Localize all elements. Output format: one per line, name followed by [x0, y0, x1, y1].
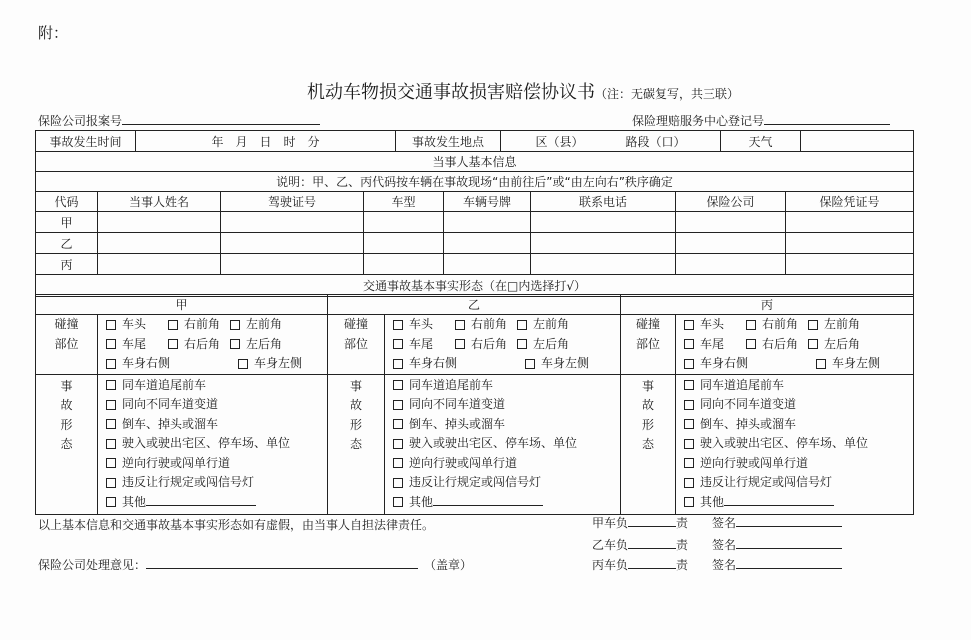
accident-option[interactable] — [98, 493, 327, 513]
label-line: 态 — [350, 437, 363, 451]
party-cell[interactable] — [786, 212, 914, 233]
option-label: 车身左侧 — [254, 356, 303, 370]
report-number-label: 保险公司报案号 — [38, 114, 123, 128]
checkbox[interactable] — [517, 339, 527, 349]
option-label: 左前角 — [246, 317, 283, 331]
label-line: 故 — [60, 398, 73, 412]
collision-option[interactable] — [393, 335, 455, 355]
option-label: 右后角 — [184, 336, 221, 351]
accident-type-options — [385, 374, 621, 514]
checkbox[interactable] — [106, 439, 116, 449]
checkbox[interactable] — [746, 320, 756, 330]
option-label: 同向不同车道变道 — [122, 397, 219, 411]
accident-option[interactable] — [98, 415, 327, 435]
column-header: 驾驶证号 — [221, 192, 364, 212]
party-cell[interactable] — [676, 233, 786, 254]
accident-type-label — [328, 374, 385, 514]
option-label: 右前角 — [184, 317, 221, 331]
liability-unit: 责 — [676, 516, 689, 530]
facts-table — [35, 294, 914, 515]
accident-option[interactable] — [385, 493, 620, 513]
collision-option[interactable] — [455, 315, 517, 335]
option-label: 车身左侧 — [832, 356, 881, 370]
option-label: 驶入或驶出宅区、停车场、单位 — [700, 436, 869, 450]
seal-label: （盖章） — [430, 558, 473, 572]
road-label: 路段（口） — [625, 134, 686, 149]
collision-option[interactable] — [816, 354, 881, 374]
collision-option[interactable] — [230, 315, 292, 335]
party-info-table — [35, 151, 914, 297]
collision-option[interactable] — [106, 354, 238, 374]
accident-header-table — [35, 130, 914, 152]
checkbox[interactable] — [393, 320, 403, 330]
checkbox[interactable] — [455, 339, 465, 349]
collision-option[interactable] — [393, 354, 525, 374]
collision-option[interactable] — [808, 315, 870, 335]
collision-option[interactable] — [393, 315, 455, 335]
option-label: 逆向行驶或闯单行道 — [700, 455, 809, 470]
label-line: 碰撞 — [636, 317, 661, 331]
annex-label: 附： — [38, 24, 69, 42]
accident-type-label — [36, 374, 98, 514]
checkbox[interactable] — [525, 359, 535, 369]
party-a-header: 甲 — [36, 295, 328, 315]
accident-option[interactable] — [98, 376, 327, 396]
party-cell[interactable] — [531, 233, 676, 254]
code-note: 说明：甲、乙、丙代码按车辆在事故现场“由前往后”或“由左向右”秩序确定 — [36, 172, 914, 192]
accident-option[interactable] — [676, 395, 913, 415]
checkbox[interactable] — [393, 478, 403, 488]
collision-option[interactable] — [525, 354, 590, 374]
checkbox[interactable] — [106, 339, 116, 349]
collision-label — [328, 315, 385, 375]
checkbox[interactable] — [684, 458, 694, 468]
collision-option[interactable] — [106, 335, 168, 355]
option-label: 其他 — [409, 494, 434, 509]
liability-row[interactable] — [592, 536, 842, 553]
party-cell[interactable] — [98, 212, 221, 233]
checkbox[interactable] — [106, 359, 116, 369]
collision-option[interactable] — [168, 335, 230, 355]
document-title — [307, 78, 739, 104]
option-label: 车身右侧 — [409, 356, 458, 370]
accident-option[interactable] — [98, 473, 327, 493]
option-label: 同车道追尾前车 — [700, 377, 785, 392]
collision-option[interactable] — [106, 315, 168, 335]
checkbox[interactable] — [684, 478, 694, 488]
checkbox[interactable] — [684, 320, 694, 330]
option-label: 右前角 — [762, 317, 799, 331]
party-row — [36, 212, 914, 233]
option-label: 车身右侧 — [700, 356, 749, 370]
signature-label: 签名 — [712, 538, 737, 552]
liability-row[interactable] — [592, 514, 842, 531]
party-cell[interactable] — [676, 254, 786, 275]
label-line: 态 — [642, 437, 655, 451]
accident-option[interactable] — [385, 454, 620, 474]
option-label: 左后角 — [246, 336, 283, 351]
accident-option[interactable] — [676, 473, 913, 493]
signature-label: 签名 — [712, 516, 737, 530]
collision-option[interactable] — [746, 315, 808, 335]
checkbox[interactable] — [684, 359, 694, 369]
collision-options — [98, 315, 328, 375]
party-cell[interactable] — [221, 254, 364, 275]
option-label: 右前角 — [471, 317, 508, 331]
accident-option[interactable] — [385, 395, 620, 415]
party-code: 丙 — [36, 254, 98, 275]
liability-unit: 责 — [676, 538, 689, 552]
party-cell[interactable] — [531, 212, 676, 233]
accident-option[interactable] — [676, 415, 913, 435]
checkbox[interactable] — [238, 359, 248, 369]
option-label: 其他 — [122, 494, 147, 509]
checkbox[interactable] — [393, 400, 403, 410]
option-label: 违反让行规定或闯信号灯 — [700, 475, 833, 489]
report-number-field[interactable] — [38, 112, 320, 129]
option-label: 倒车、掉头或溜车 — [700, 416, 797, 431]
collision-option[interactable] — [684, 335, 746, 355]
collision-option[interactable] — [517, 335, 579, 355]
option-label: 倒车、掉头或溜车 — [122, 416, 219, 431]
label-line: 形 — [350, 417, 363, 432]
accident-option[interactable] — [98, 434, 327, 454]
label-line: 态 — [60, 437, 73, 451]
column-header: 车辆号牌 — [444, 192, 531, 212]
car-label: 乙车负 — [592, 538, 629, 552]
collision-options — [676, 315, 914, 375]
checkbox[interactable] — [684, 439, 694, 449]
label-line: 故 — [642, 398, 655, 412]
facts-title: 交通事故基本事实形态（在□内选择打√） — [36, 275, 914, 297]
party-row — [36, 233, 914, 254]
title-text: 机动车物损交通事故损害赔偿协议书 — [307, 82, 595, 103]
checkbox[interactable] — [106, 400, 116, 410]
checkbox[interactable] — [684, 400, 694, 410]
checkbox[interactable] — [106, 458, 116, 468]
checkbox[interactable] — [230, 320, 240, 330]
checkbox[interactable] — [106, 380, 116, 390]
column-header: 联系电话 — [531, 192, 676, 212]
signature-label: 签名 — [712, 558, 737, 572]
checkbox[interactable] — [393, 359, 403, 369]
basic-info-title: 当事人基本信息 — [36, 152, 914, 172]
checkbox[interactable] — [106, 419, 116, 429]
option-label: 车身右侧 — [122, 356, 171, 370]
collision-option[interactable] — [684, 315, 746, 335]
label-line: 形 — [60, 417, 73, 432]
option-label: 同车道追尾前车 — [122, 377, 207, 392]
accident-option[interactable] — [676, 493, 913, 513]
party-cell[interactable] — [786, 254, 914, 275]
party-cell[interactable] — [444, 233, 531, 254]
checkbox[interactable] — [808, 320, 818, 330]
checkbox[interactable] — [517, 320, 527, 330]
party-cell[interactable] — [444, 254, 531, 275]
accident-option[interactable] — [676, 434, 913, 454]
collision-option[interactable] — [684, 354, 816, 374]
place-label: 事故发生地点 — [396, 131, 501, 152]
accident-option[interactable] — [385, 415, 620, 435]
checkbox[interactable] — [393, 458, 403, 468]
collision-option[interactable] — [746, 335, 808, 355]
checkbox[interactable] — [106, 320, 116, 330]
checkbox[interactable] — [168, 320, 178, 330]
collision-option[interactable] — [230, 335, 292, 355]
collision-option[interactable] — [808, 335, 870, 355]
collision-option[interactable] — [455, 335, 517, 355]
insurer-opinion-label: 保险公司处理意见： — [38, 558, 147, 572]
party-cell[interactable] — [98, 254, 221, 275]
label-line: 碰撞 — [344, 317, 369, 331]
car-label: 甲车负 — [592, 516, 629, 530]
collision-option[interactable] — [517, 315, 579, 335]
checkbox[interactable] — [684, 497, 694, 507]
option-label: 车头 — [409, 317, 434, 331]
party-cell[interactable] — [444, 212, 531, 233]
option-label: 左前角 — [533, 317, 570, 331]
collision-options — [385, 315, 621, 375]
checkbox[interactable] — [746, 339, 756, 349]
center-registration-field[interactable] — [632, 112, 890, 129]
center-registration-label: 保险理赔服务中心登记号 — [632, 114, 765, 128]
checkbox[interactable] — [393, 339, 403, 349]
column-header: 保险公司 — [676, 192, 786, 212]
label-line: 事 — [350, 378, 363, 393]
option-label: 驶入或驶出宅区、停车场、单位 — [122, 436, 291, 450]
option-label: 同车道追尾前车 — [409, 377, 494, 392]
checkbox[interactable] — [230, 339, 240, 349]
car-label: 丙车负 — [592, 558, 629, 572]
liability-row[interactable] — [592, 556, 842, 573]
option-label: 倒车、掉头或溜车 — [409, 416, 506, 431]
party-row — [36, 254, 914, 275]
option-label: 同向不同车道变道 — [409, 397, 506, 411]
accident-option[interactable] — [385, 434, 620, 454]
checkbox[interactable] — [684, 339, 694, 349]
label-line: 形 — [642, 417, 655, 432]
option-label: 逆向行驶或闯单行道 — [122, 455, 231, 470]
weather-label: 天气 — [721, 131, 801, 152]
time-label: 事故发生时间 — [36, 131, 136, 152]
title-note: （注：无碳复写，共三联） — [595, 87, 740, 101]
checkbox[interactable] — [393, 439, 403, 449]
accident-option[interactable] — [98, 395, 327, 415]
option-label: 逆向行驶或闯单行道 — [409, 455, 518, 470]
option-label: 违反让行规定或闯信号灯 — [122, 475, 255, 489]
party-b-header: 乙 — [328, 295, 621, 315]
collision-label — [36, 315, 98, 375]
party-cell[interactable] — [531, 254, 676, 275]
checkbox[interactable] — [168, 339, 178, 349]
accident-option[interactable] — [676, 376, 913, 396]
option-label: 车尾 — [122, 336, 147, 351]
label-line: 故 — [350, 398, 363, 412]
label-line: 部位 — [344, 336, 369, 351]
party-cell[interactable] — [221, 233, 364, 254]
checkbox[interactable] — [808, 339, 818, 349]
party-c-header: 丙 — [621, 295, 914, 315]
option-label: 左后角 — [533, 336, 570, 351]
liability-unit: 责 — [676, 558, 689, 572]
place-field[interactable] — [501, 131, 721, 152]
label-line: 碰撞 — [54, 317, 79, 331]
collision-option[interactable] — [238, 354, 303, 374]
option-label: 车尾 — [700, 336, 725, 351]
option-label: 车尾 — [409, 336, 434, 351]
option-label: 驶入或驶出宅区、停车场、单位 — [409, 436, 578, 450]
option-label: 左前角 — [824, 317, 861, 331]
option-label: 车身左侧 — [541, 356, 590, 370]
collision-option[interactable] — [168, 315, 230, 335]
checkbox[interactable] — [106, 478, 116, 488]
label-line: 事 — [642, 378, 655, 393]
insurer-opinion-field[interactable] — [38, 556, 472, 573]
party-cell[interactable] — [786, 233, 914, 254]
checkbox[interactable] — [106, 497, 116, 507]
accident-option[interactable] — [676, 454, 913, 474]
accident-option[interactable] — [98, 454, 327, 474]
option-label: 右后角 — [471, 336, 508, 351]
time-field[interactable]: 年 月 日 时 分 — [136, 131, 396, 152]
party-cell[interactable] — [98, 233, 221, 254]
option-label: 车头 — [122, 317, 147, 331]
party-cell[interactable] — [364, 233, 444, 254]
checkbox[interactable] — [684, 380, 694, 390]
party-cell[interactable] — [364, 254, 444, 275]
accident-type-label — [621, 374, 676, 514]
column-header: 保险凭证号 — [786, 192, 914, 212]
party-code: 乙 — [36, 233, 98, 254]
checkbox[interactable] — [393, 497, 403, 507]
accident-option[interactable] — [385, 376, 620, 396]
accident-option[interactable] — [385, 473, 620, 493]
option-label: 车头 — [700, 317, 725, 331]
checkbox[interactable] — [455, 320, 465, 330]
declaration-text: 以上基本信息和交通事故基本事实形态如有虚假，由当事人自担法律责任。 — [38, 518, 435, 532]
district-label: 区（县） — [535, 134, 578, 149]
checkbox[interactable] — [684, 419, 694, 429]
option-label: 右后角 — [762, 336, 799, 351]
column-header: 当事人姓名 — [98, 192, 221, 212]
option-label: 违反让行规定或闯信号灯 — [409, 475, 542, 489]
label-line: 事 — [60, 378, 73, 393]
weather-field[interactable] — [801, 131, 914, 152]
collision-label — [621, 315, 676, 375]
option-label: 左后角 — [824, 336, 861, 351]
option-label: 其他 — [700, 494, 725, 509]
column-header: 代码 — [36, 192, 98, 212]
label-line: 部位 — [54, 336, 79, 351]
checkbox[interactable] — [393, 380, 403, 390]
option-label: 同向不同车道变道 — [700, 397, 797, 411]
accident-type-options — [676, 374, 914, 514]
party-cell[interactable] — [221, 212, 364, 233]
party-cell[interactable] — [364, 212, 444, 233]
column-header: 车型 — [364, 192, 444, 212]
party-code: 甲 — [36, 212, 98, 233]
checkbox[interactable] — [816, 359, 826, 369]
label-line: 部位 — [636, 336, 661, 351]
checkbox[interactable] — [393, 419, 403, 429]
party-cell[interactable] — [676, 212, 786, 233]
accident-type-options — [98, 374, 328, 514]
